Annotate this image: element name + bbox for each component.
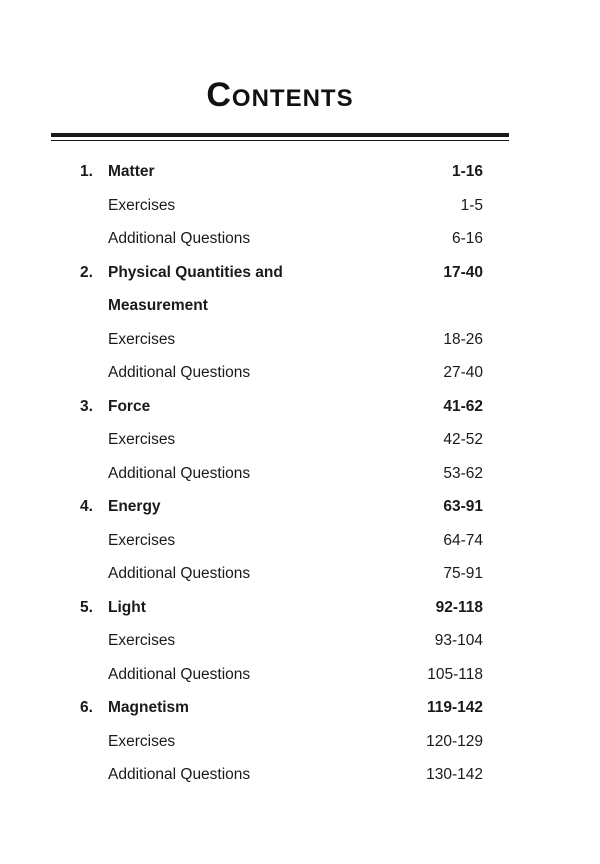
section-title: Exercises — [108, 196, 176, 214]
toc-sub-row[interactable] — [0, 323, 600, 357]
toc-chapter-row[interactable] — [0, 390, 600, 424]
section-title: Additional Questions — [108, 230, 251, 247]
toc-sub-row[interactable] — [0, 356, 600, 390]
page-range: 42-52 — [443, 431, 483, 448]
toc-chapter-row[interactable] — [0, 591, 600, 625]
page-range: 130-142 — [426, 766, 483, 783]
page-range: 75-91 — [443, 565, 483, 582]
chapter-number: 5. — [80, 598, 93, 616]
section-title: Exercises — [108, 531, 176, 549]
title-divider-thick — [51, 133, 509, 137]
page-range: 93-104 — [434, 632, 483, 649]
toc-sub-row[interactable] — [0, 658, 600, 692]
section-title: Exercises — [108, 330, 176, 348]
toc-chapter-row[interactable] — [0, 691, 600, 725]
page-range: 1-16 — [451, 163, 483, 180]
section-title: Exercises — [108, 431, 176, 448]
page-range: 6-16 — [451, 230, 483, 247]
toc-chapter-row[interactable] — [0, 490, 600, 524]
section-title: Exercises — [108, 732, 176, 750]
toc-sub-row[interactable] — [0, 557, 600, 591]
page-range: 119-142 — [426, 699, 483, 716]
toc-chapter-row[interactable] — [0, 256, 600, 290]
chapter-title: Matter — [108, 163, 155, 180]
toc-sub-row[interactable] — [0, 524, 600, 558]
chapter-title: Magnetism — [108, 699, 189, 716]
page-title: Contents — [206, 76, 354, 114]
title-divider-thin — [51, 140, 509, 141]
toc-sub-row[interactable] — [0, 624, 600, 658]
section-title: Exercises — [108, 632, 176, 649]
chapter-title: Light — [108, 598, 146, 616]
section-title: Additional Questions — [108, 665, 251, 683]
chapter-title: Force — [108, 397, 151, 415]
page-range: 17-40 — [443, 263, 483, 281]
page-range: 92-118 — [435, 598, 483, 616]
chapter-title: Physical Quantities and — [108, 263, 283, 281]
toc-chapter-row[interactable] — [0, 155, 600, 189]
section-title: Additional Questions — [108, 364, 251, 381]
toc-chapter-title-continuation[interactable] — [0, 289, 600, 323]
page-range: 120-129 — [426, 732, 483, 750]
toc-sub-row[interactable] — [0, 725, 600, 759]
chapter-title: Energy — [108, 498, 161, 515]
chapter-number: 6. — [80, 699, 93, 716]
chapter-number: 1. — [80, 163, 93, 180]
toc-sub-row[interactable] — [0, 457, 600, 491]
chapter-number: 3. — [80, 397, 93, 415]
page-range: 64-74 — [443, 531, 483, 549]
page-range: 63-91 — [443, 498, 483, 515]
table-of-contents — [0, 155, 600, 792]
section-title: Additional Questions — [108, 565, 251, 582]
page-range: 105-118 — [427, 665, 483, 683]
page-range: 18-26 — [443, 330, 483, 348]
section-title: Additional Questions — [108, 766, 251, 783]
page-range: 27-40 — [443, 364, 483, 381]
chapter-number: 2. — [80, 263, 93, 281]
section-title: Additional Questions — [108, 464, 251, 482]
chapter-number: 4. — [80, 498, 93, 515]
page-range: 41-62 — [443, 397, 483, 415]
toc-sub-row[interactable] — [0, 758, 600, 792]
chapter-title: Measurement — [108, 297, 208, 314]
toc-sub-row[interactable] — [0, 423, 600, 457]
toc-sub-row[interactable] — [0, 189, 600, 223]
page-range: 1-5 — [460, 196, 483, 214]
page-range: 53-62 — [443, 464, 483, 482]
toc-sub-row[interactable] — [0, 222, 600, 256]
